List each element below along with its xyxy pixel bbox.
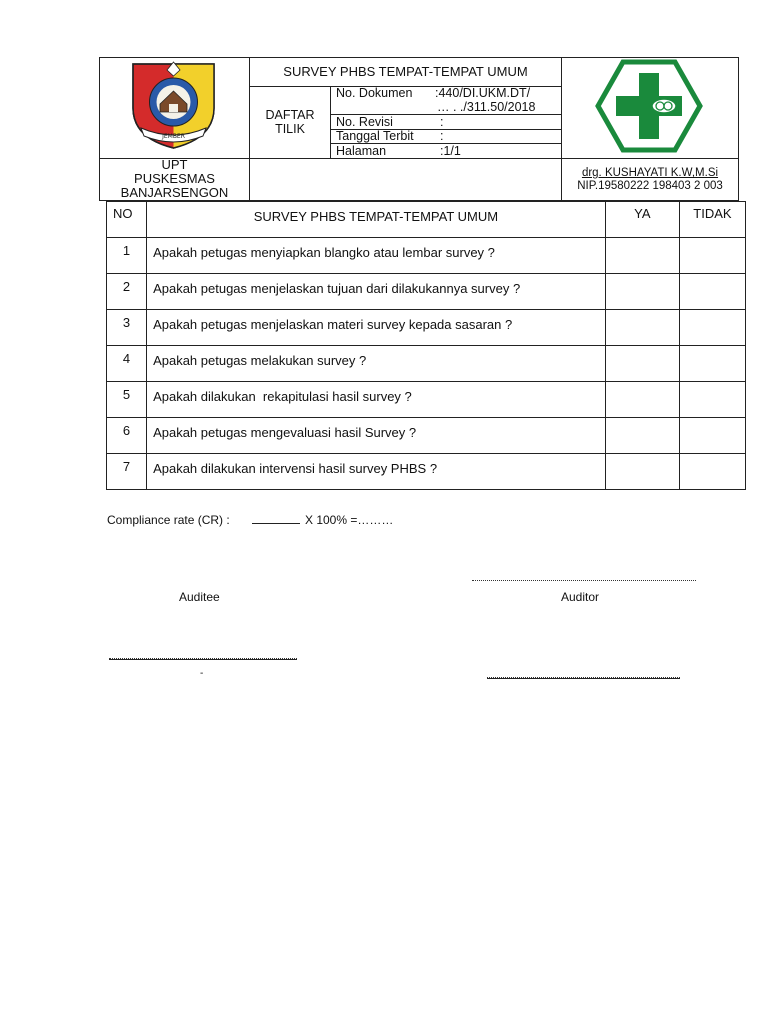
row-tidak-cell[interactable] [679,310,745,346]
table-row [107,418,746,454]
auditee-signature-underline [109,659,297,660]
row-question: Apakah petugas menjelaskan tujuan dari dilakukannya survey ? [147,274,606,310]
no-revisi-label: No. Revisi [336,115,393,129]
row-ya-cell[interactable] [605,310,679,346]
row-question: Apakah dilakukan rekapitulasi hasil survey ? [147,382,606,418]
row-ya-cell[interactable] [605,418,679,454]
row-tidak-cell[interactable] [679,418,745,454]
row-ya-cell[interactable] [605,382,679,418]
table-row [107,310,746,346]
org-line-2: PUSKESMAS [134,171,215,186]
row-question: Apakah dilakukan intervensi hasil survey PHBS ? [147,454,606,490]
org-line-1: UPT [161,157,188,172]
no-dokumen-label: No. Dokumen [336,86,413,100]
org-line-3: BANJARSENGON [120,185,229,200]
tanggal-terbit-value: : [440,129,444,143]
signatory-nip: NIP.19580222 198403 2 003 [577,180,723,192]
table-row [107,382,746,418]
col-header-no: NO [107,202,147,238]
row-number: 4 [107,346,147,382]
row-number: 5 [107,382,147,418]
no-dokumen-value-2: … . ./311.50/2018 [437,100,536,114]
row-number: 6 [107,418,147,454]
signatory-block [562,167,738,193]
auditor-label: Auditor [561,590,600,604]
row-number: 7 [107,454,147,490]
halaman-label: Halaman [336,144,387,158]
table-row [107,454,746,490]
row-tidak-cell[interactable] [679,238,745,274]
row-ya-cell[interactable] [605,346,679,382]
compliance-formula: X 100% =……… [305,513,394,527]
tanggal-terbit-label: Tanggal Terbit [336,129,414,143]
header-border-right [738,57,739,201]
no-dokumen-value-1: :440/DI.UKM.DT/ [435,86,531,100]
row-tidak-cell[interactable] [679,382,745,418]
row-question: Apakah petugas menyiapkan blangko atau lembar survey ? [147,238,606,274]
row-ya-cell[interactable] [605,454,679,490]
row-question: Apakah petugas menjelaskan materi survey kepada sasaran ? [147,310,606,346]
compliance-label: Compliance rate (CR) : [107,513,230,527]
col-header-question: SURVEY PHBS TEMPAT-TEMPAT UMUM [147,202,606,238]
row-ya-cell[interactable] [605,274,679,310]
row-number: 3 [107,310,147,346]
doc-type-label [250,108,330,136]
puskesmas-logo-icon [594,59,704,153]
doc-type-line-2: TILIK [275,122,305,136]
no-revisi-value: : [440,115,444,129]
header-title: SURVEY PHBS TEMPAT-TEMPAT UMUM [283,64,528,79]
doc-type-line-1: DAFTAR [265,108,315,122]
header-divider-inner [330,86,331,158]
row-ya-cell[interactable] [605,238,679,274]
row-question: Apakah petugas melakukan survey ? [147,346,606,382]
auditor-top-dotted-line[interactable] [472,580,696,581]
row-question: Apakah petugas mengevaluasi hasil Survey ? [147,418,606,454]
row-number: 2 [107,274,147,310]
table-header-row [107,202,746,238]
survey-table [106,201,746,490]
table-row [107,238,746,274]
row-tidak-cell[interactable] [679,274,745,310]
crest-banner-text: JEMBER [162,133,185,140]
auditee-mark: - [200,668,204,679]
organization-name [100,158,249,200]
row-tidak-cell[interactable] [679,454,745,490]
auditor-signature-underline [487,678,680,679]
halaman-value: :1/1 [440,144,461,158]
table-row [107,346,746,382]
signatory-name: drg. KUSHAYATI K.W,M.Si [581,167,719,179]
auditee-label: Auditee [179,590,220,604]
table-row [107,274,746,310]
regency-crest-icon [127,58,220,150]
col-header-ya: YA [605,202,679,238]
compliance-blank-line[interactable] [252,523,300,524]
col-header-tidak: TIDAK [679,202,745,238]
row-number: 1 [107,238,147,274]
row-tidak-cell[interactable] [679,346,745,382]
